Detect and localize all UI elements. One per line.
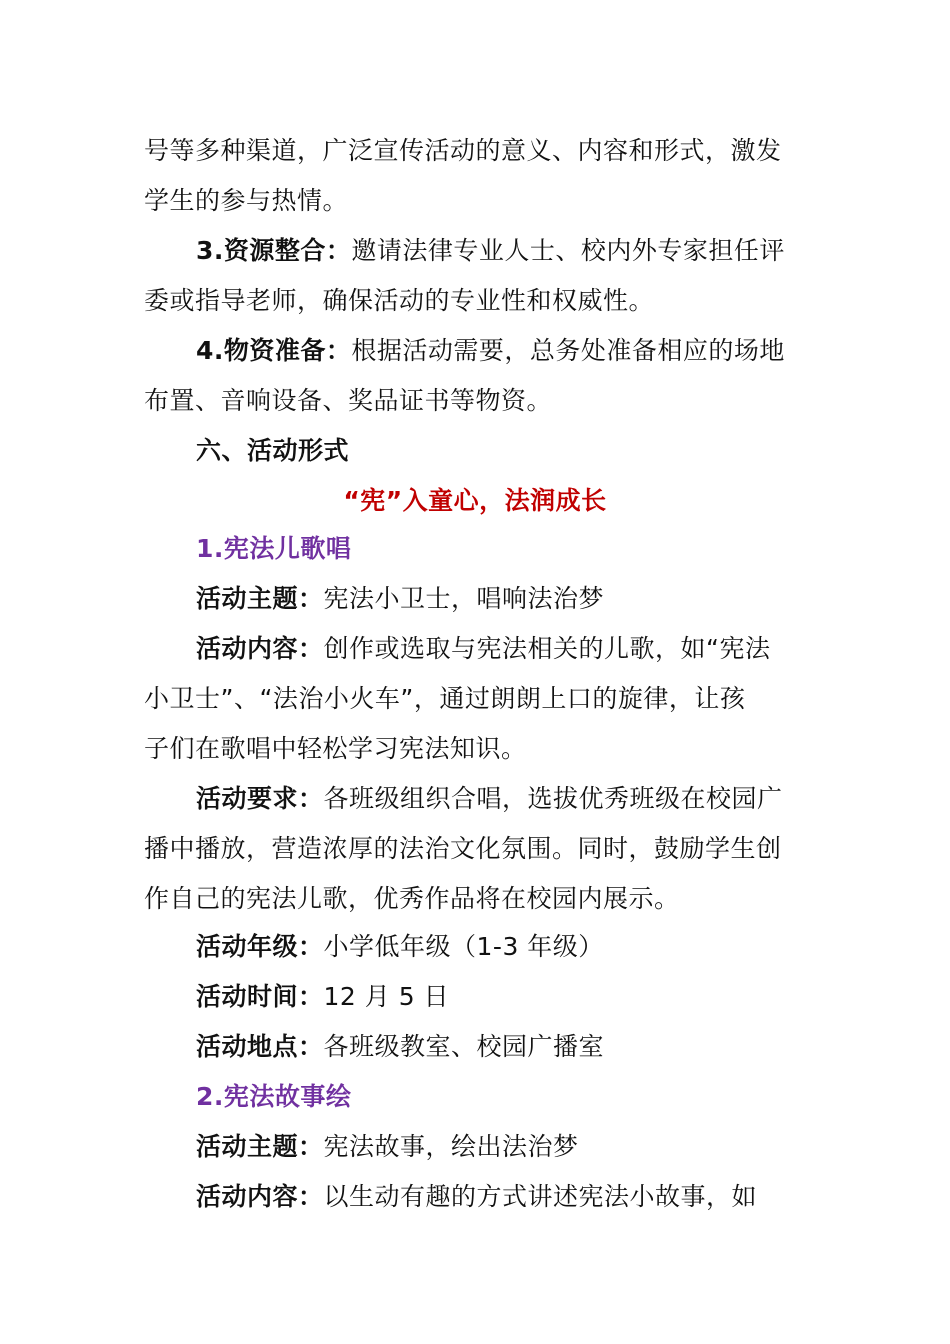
- activity-time-line: [196, 972, 808, 1022]
- resource-integration-line: [196, 226, 808, 276]
- item-label: 3.资源整合：: [196, 236, 352, 265]
- line-text: 各班级教室、校园广播室: [323, 1032, 605, 1061]
- activity-grade-line: [196, 922, 808, 972]
- item-label: 活动主题：: [196, 584, 324, 613]
- paragraph-line: [144, 724, 808, 774]
- paragraph-line: [144, 824, 808, 874]
- activity-theme-line: [196, 574, 808, 624]
- subsection-heading-text: 1.宪法儿歌唱: [196, 534, 352, 563]
- subsection-heading: [196, 524, 808, 574]
- subsection-heading-text: 2.宪法故事绘: [196, 1082, 352, 1111]
- item-label: 活动年级：: [196, 932, 324, 961]
- line-text: 小卫士”、“法治小火车”，通过朗朗上口的旋律，让孩: [144, 684, 746, 713]
- line-text: 以生动有趣的方式讲述宪法小故事，如: [323, 1182, 758, 1211]
- line-text: 布置、音响设备、奖品证书等物资。: [144, 386, 553, 415]
- item-label: 活动要求：: [196, 784, 324, 813]
- material-prep-line: [196, 326, 808, 376]
- line-text: 子们在歌唱中轻松学习宪法知识。: [144, 734, 527, 763]
- paragraph-line: [144, 376, 808, 426]
- line-text: 创作或选取与宪法相关的儿歌，如“宪法: [323, 634, 771, 663]
- paragraph-line: [144, 674, 808, 724]
- line-text: 播中播放，营造浓厚的法治文化氛围。同时，鼓励学生创: [144, 834, 782, 863]
- line-text: 宪法故事，绘出法治梦: [323, 1132, 579, 1161]
- line-text: 根据活动需要，总务处准备相应的场地: [351, 336, 785, 365]
- activity-theme-line: [196, 1122, 808, 1172]
- item-label: 活动时间：: [196, 982, 324, 1011]
- item-label: 活动内容：: [196, 1182, 324, 1211]
- section-heading: [196, 426, 808, 476]
- item-label: 活动主题：: [196, 1132, 324, 1161]
- line-text: 各班级组织合唱，选拔优秀班级在校园广: [323, 784, 783, 813]
- line-text: 邀请法律专业人士、校内外专家担任评: [351, 236, 785, 265]
- activity-content-line: [196, 1172, 808, 1222]
- line-text: 作自己的宪法儿歌，优秀作品将在校园内展示。: [144, 884, 680, 913]
- line-text: 12 月 5 日: [323, 982, 450, 1011]
- activity-title-text: “宪”入童心，法润成长: [343, 486, 607, 515]
- paragraph-line: [144, 276, 808, 326]
- paragraph-line: [144, 176, 808, 226]
- line-text: 委或指导老师，确保活动的专业性和权威性。: [144, 286, 655, 315]
- section-heading-text: 六、活动形式: [196, 436, 350, 465]
- item-label: 活动地点：: [196, 1032, 324, 1061]
- subsection-heading: [196, 1072, 808, 1122]
- line-text: 小学低年级（1-3 年级）: [323, 932, 604, 961]
- line-text: 宪法小卫士，唱响法治梦: [323, 584, 605, 613]
- item-label: 活动内容：: [196, 634, 324, 663]
- paragraph-line: [144, 874, 808, 924]
- line-text: 号等多种渠道，广泛宣传活动的意义、内容和形式，激发: [144, 136, 782, 165]
- paragraph-line: [144, 126, 808, 176]
- activity-content-line: [196, 624, 808, 674]
- item-label: 4.物资准备：: [196, 336, 352, 365]
- activity-title: [0, 476, 950, 526]
- activity-location-line: [196, 1022, 808, 1072]
- line-text: 学生的参与热情。: [144, 186, 349, 215]
- activity-requirement-line: [196, 774, 808, 824]
